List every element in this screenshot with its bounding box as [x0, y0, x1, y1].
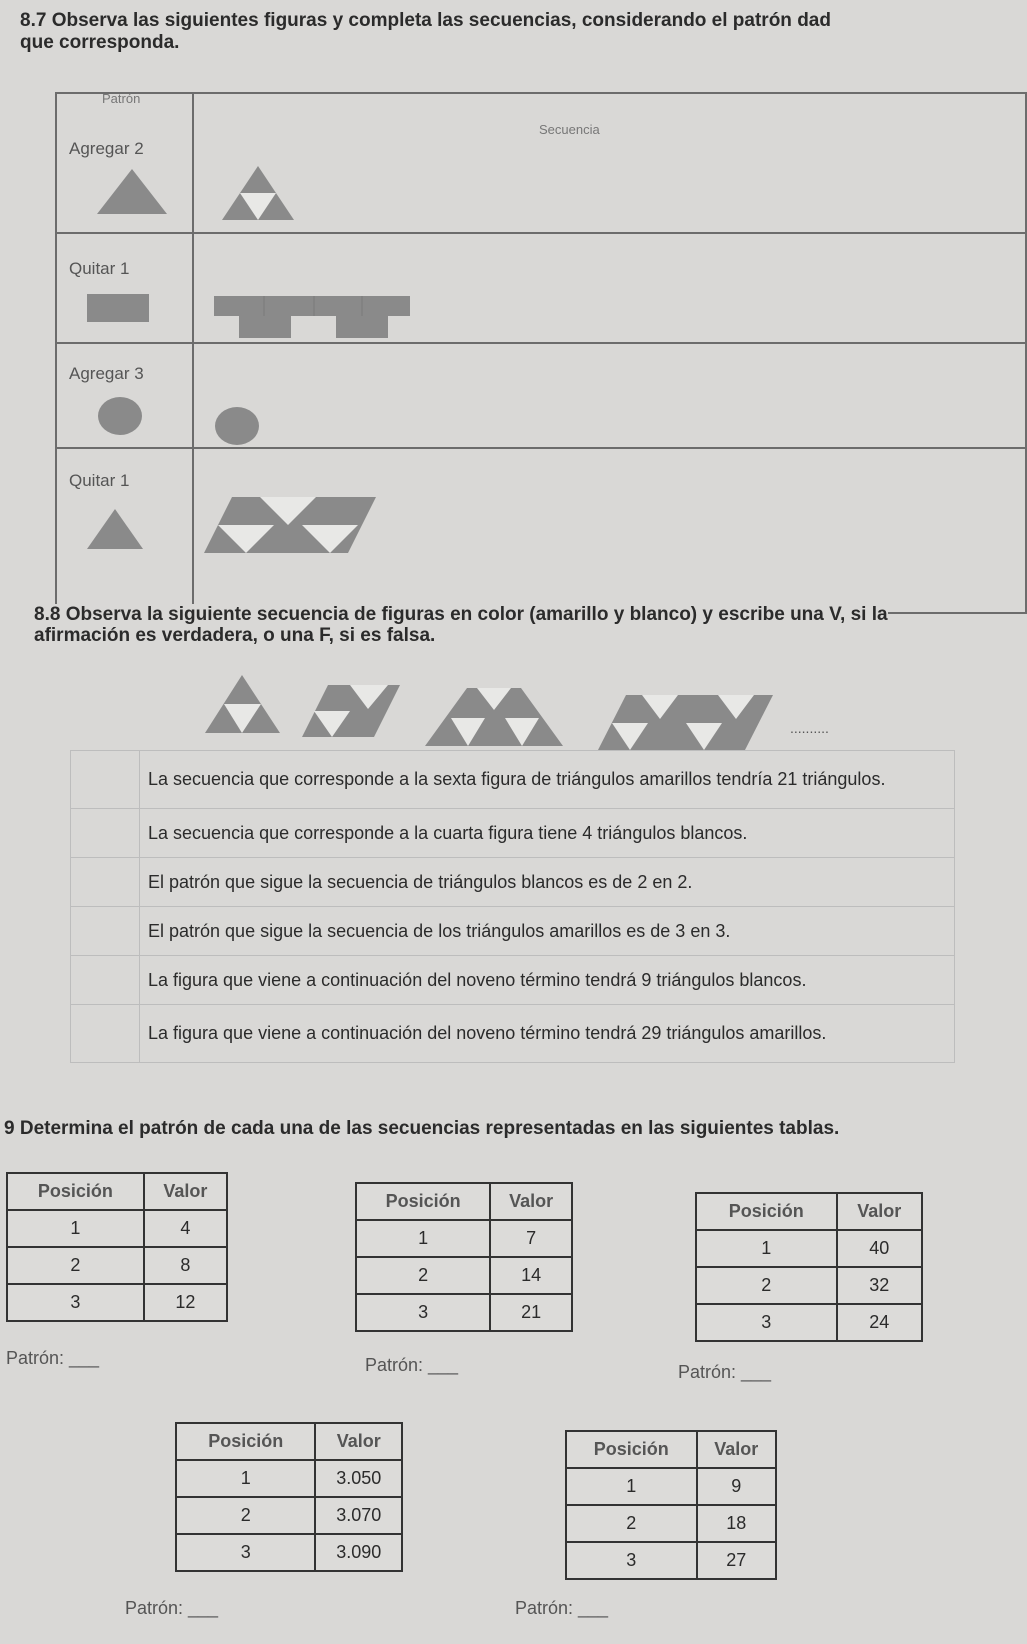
- col-value-header: Valor: [490, 1183, 572, 1220]
- col-value-header: Valor: [315, 1423, 402, 1460]
- statement-text-4: El patrón que sigue la secuencia de los triángulos amarillos es de 3 en 3.: [140, 907, 955, 956]
- sequence-cell-3: [193, 343, 1026, 448]
- table-row: [356, 1294, 572, 1331]
- pattern-label-1: Agregar 2: [69, 139, 144, 158]
- col-value-header: Valor: [837, 1193, 922, 1230]
- value-cell: 8: [144, 1247, 227, 1284]
- statement-row: [71, 809, 955, 858]
- col-position-header: Posición: [566, 1431, 697, 1468]
- sequence-figure-3: [425, 688, 563, 746]
- table-row: [7, 1284, 227, 1321]
- table-row: [356, 1257, 572, 1294]
- table-row: [7, 1210, 227, 1247]
- position-cell: 3: [356, 1294, 490, 1331]
- pattern-cell-1: [56, 93, 193, 233]
- statement-text-5: La figura que viene a continuación del noveno término tendrá 9 triángulos blancos.: [140, 956, 955, 1005]
- table-row: [176, 1534, 402, 1571]
- trapezoid-sequence-shape: [204, 497, 376, 553]
- patron-answer-5[interactable]: Patrón: ___: [515, 1598, 609, 1618]
- col-value-header: Valor: [144, 1173, 227, 1210]
- value-table-5: [565, 1430, 777, 1580]
- value-cell: 3.050: [315, 1460, 402, 1497]
- value-cell: 7: [490, 1220, 572, 1257]
- value-cell: 12: [144, 1284, 227, 1321]
- sequence-header: Secuencia: [539, 122, 600, 137]
- answer-box-1[interactable]: [71, 751, 140, 809]
- statement-row: [71, 751, 955, 809]
- position-cell: 1: [696, 1230, 837, 1267]
- table-row: [696, 1267, 922, 1304]
- position-cell: 2: [696, 1267, 837, 1304]
- table-row: [696, 1304, 922, 1341]
- patron-answer-2[interactable]: Patrón: ___: [365, 1355, 459, 1375]
- pattern-cell-4: [56, 448, 193, 613]
- sequence-blank: ..........: [790, 720, 829, 736]
- gray-triangle-small-shape: [87, 509, 143, 549]
- q87-title-line2: que corresponda.: [20, 32, 180, 53]
- col-value-header: Valor: [697, 1431, 776, 1468]
- pattern-label-4: Quitar 1: [69, 471, 130, 490]
- position-cell: 3: [696, 1304, 837, 1341]
- position-cell: 2: [356, 1257, 490, 1294]
- answer-box-2[interactable]: [71, 809, 140, 858]
- statement-text-3: El patrón que sigue la secuencia de triángulos blancos es de 2 en 2.: [140, 858, 955, 907]
- position-cell: 3: [7, 1284, 144, 1321]
- position-cell: 2: [176, 1497, 315, 1534]
- true-false-table: [70, 750, 955, 1063]
- table-row: [356, 1220, 572, 1257]
- position-cell: 1: [356, 1220, 490, 1257]
- pattern-label-2: Quitar 1: [69, 259, 130, 278]
- sequence-cell-4: [193, 448, 1026, 613]
- statement-text-2: La secuencia que corresponde a la cuarta figura tiene 4 triángulos blancos.: [140, 809, 955, 858]
- pattern-cell-2: [56, 233, 193, 343]
- position-cell: 1: [176, 1460, 315, 1497]
- gray-rectangle-shape: [87, 294, 149, 322]
- value-table-4: [175, 1422, 403, 1572]
- pattern-table: [55, 92, 1027, 614]
- table-row: [176, 1460, 402, 1497]
- patron-answer-3[interactable]: Patrón: ___: [678, 1362, 772, 1382]
- value-table-1: [6, 1172, 228, 1322]
- statement-text-1: La secuencia que corresponde a la sexta figura de triángulos amarillos tendría 21 triángulos.: [140, 751, 955, 809]
- col-position-header: Posición: [7, 1173, 144, 1210]
- value-cell: 4: [144, 1210, 227, 1247]
- value-cell: 14: [490, 1257, 572, 1294]
- position-cell: 3: [176, 1534, 315, 1571]
- statement-row: [71, 956, 955, 1005]
- table-row: [176, 1497, 402, 1534]
- q87-title-line1: 8.7 Observa las siguientes figuras y completa las secuencias, considerando el patrón dad: [20, 10, 831, 31]
- value-cell: 9: [697, 1468, 776, 1505]
- value-cell: 3.090: [315, 1534, 402, 1571]
- q9-title: 9 Determina el patrón de cada una de las secuencias representadas en las siguientes tablas.: [4, 1118, 840, 1139]
- table-row: [696, 1230, 922, 1267]
- gray-triangle-shape: [97, 169, 167, 214]
- sequence-cell-2: [193, 233, 1026, 343]
- value-cell: 24: [837, 1304, 922, 1341]
- value-cell: 18: [697, 1505, 776, 1542]
- value-table-2: [355, 1182, 573, 1332]
- sequence-figure-4: [598, 695, 773, 750]
- table-row: [7, 1247, 227, 1284]
- gray-circle-shape: [97, 396, 143, 436]
- triangle-sequence-shape: [222, 166, 294, 220]
- pattern-label-3: Agregar 3: [69, 364, 144, 383]
- col-position-header: Posición: [176, 1423, 315, 1460]
- col-position-header: Posición: [356, 1183, 490, 1220]
- position-cell: 1: [7, 1210, 144, 1247]
- pattern-header: Patrón: [102, 91, 141, 106]
- position-cell: 1: [566, 1468, 697, 1505]
- statement-text-6: La figura que viene a continuación del noveno término tendrá 29 triángulos amarillos.: [140, 1005, 955, 1063]
- statement-row: [71, 858, 955, 907]
- table-row: [566, 1468, 776, 1505]
- sequence-cell-1: [193, 93, 1026, 233]
- value-table-3: [695, 1192, 923, 1342]
- q88-title-line1: 8.8 Observa la siguiente secuencia de figuras en color (amarillo y blanco) y escribe una V, si la: [34, 604, 888, 625]
- block-sequence-shape: [214, 296, 414, 340]
- statement-row: [71, 907, 955, 956]
- col-position-header: Posición: [696, 1193, 837, 1230]
- position-cell: 3: [566, 1542, 697, 1579]
- value-cell: 32: [837, 1267, 922, 1304]
- answer-box-3[interactable]: [71, 858, 140, 907]
- answer-box-6[interactable]: [71, 1005, 140, 1063]
- value-cell: 27: [697, 1542, 776, 1579]
- circle-sequence-shape: [214, 406, 260, 446]
- table-row: [566, 1505, 776, 1542]
- statement-row: [71, 1005, 955, 1063]
- answer-box-5[interactable]: [71, 956, 140, 1005]
- patron-answer-4[interactable]: Patrón: ___: [125, 1598, 219, 1618]
- value-cell: 40: [837, 1230, 922, 1267]
- pattern-cell-3: [56, 343, 193, 448]
- position-cell: 2: [7, 1247, 144, 1284]
- q88-title-line2: afirmación es verdadera, o una F, si es falsa.: [34, 625, 436, 646]
- position-cell: 2: [566, 1505, 697, 1542]
- patron-answer-1[interactable]: Patrón: ___: [6, 1348, 100, 1368]
- answer-box-4[interactable]: [71, 907, 140, 956]
- sequence-figure-1: [205, 675, 280, 733]
- value-cell: 21: [490, 1294, 572, 1331]
- table-row: [566, 1542, 776, 1579]
- value-cell: 3.070: [315, 1497, 402, 1534]
- sequence-figure-2: [302, 685, 400, 737]
